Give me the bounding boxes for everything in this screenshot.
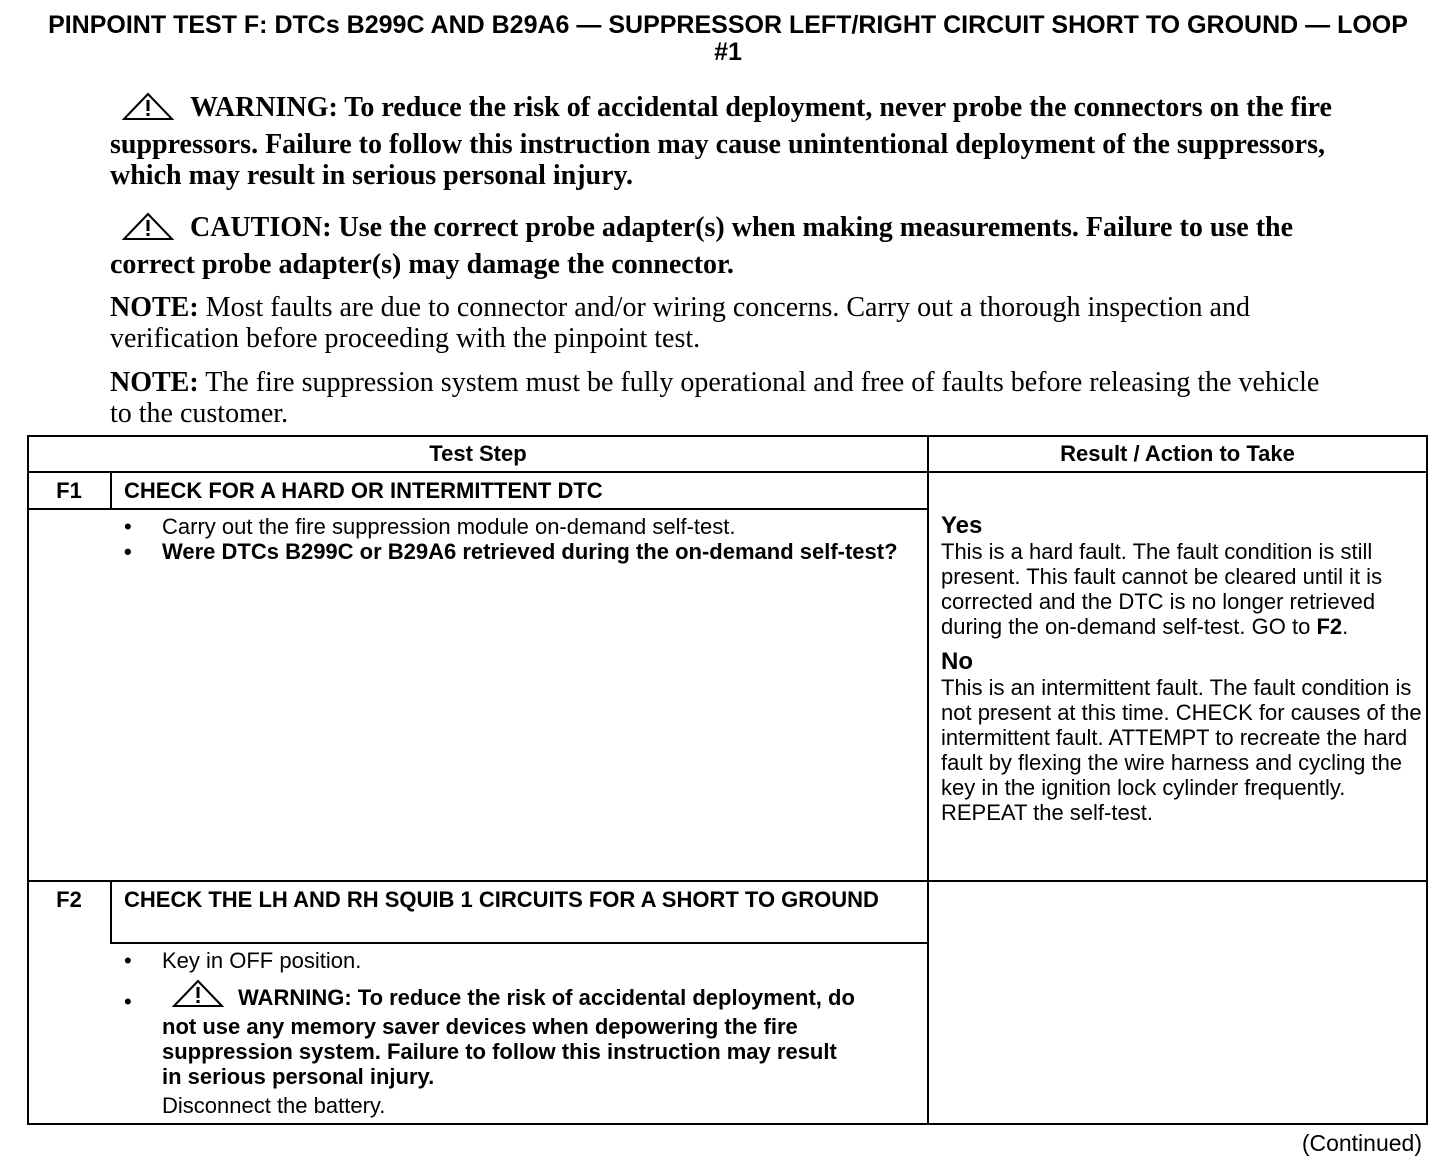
note-label: NOTE: <box>110 292 199 323</box>
step-question: Were DTCs B299C or B29A6 retrieved during the on-demand self-test? <box>162 539 898 564</box>
step-body-f2 <box>124 948 924 1118</box>
result-yes-text: This is a hard fault. The fault condition is still present. This fault cannot be cleared until it is corrected and the DTC is no longer retrieved during the on-demand self-test. GO to F2. <box>941 539 1383 639</box>
goto-step-link: F2 <box>1316 614 1343 639</box>
warning-paragraph <box>110 92 1340 191</box>
step-body-f1 <box>124 514 924 564</box>
result-no-text: This is an intermittent fault. The fault condition is not present at this time. CHECK for causes of the intermittent fault. ATTEMPT to recreate the hard fault by flexing the wire harness and cycling the key in the ignition lock cylinder frequently. REPEAT the self-test. <box>941 675 1422 825</box>
bullet-icon: • <box>124 948 132 973</box>
page-title: PINPOINT TEST F: DTCs B299C AND B29A6 — SUPPRESSOR LEFT/RIGHT CIRCUIT SHORT TO GROUND — LOOP #1 <box>48 11 1408 66</box>
list-item <box>124 948 924 973</box>
step-id-f1: F1 <box>56 478 82 503</box>
step-warning: WARNING: To reduce the risk of accidental deployment, do not use any memory saver devices when depowering the fire suppression system. Failure to follow this instruction may result in serious personal injury. <box>162 985 855 1089</box>
note-label: NOTE: <box>110 367 199 398</box>
pinpoint-test-table <box>27 435 1428 1125</box>
list-item <box>124 539 919 564</box>
warning-triangle-icon <box>172 979 224 1014</box>
step-instruction: Key in OFF position. <box>162 948 362 973</box>
caution-triangle-icon <box>122 212 174 249</box>
step-title-f2: CHECK THE LH AND RH SQUIB 1 CIRCUITS FOR A SHORT TO GROUND <box>124 887 879 912</box>
note-text: The fire suppression system must be fully operational and free of faults before releasing the vehicle to the customer. <box>110 367 1320 429</box>
continued-label: (Continued) <box>1301 1130 1422 1156</box>
result-yes-label: Yes <box>941 512 983 539</box>
step-title-f1: CHECK FOR A HARD OR INTERMITTENT DTC <box>124 478 603 503</box>
warning-triangle-icon <box>122 92 174 129</box>
caution-text: CAUTION: Use the correct probe adapter(s) when making measurements. Failure to use the correct probe adapter(s) may damage the connector. <box>110 212 1294 280</box>
result-no-label: No <box>941 648 973 675</box>
note-paragraph <box>110 367 1340 429</box>
bullet-icon: • <box>124 539 132 564</box>
result-f1 <box>941 513 1426 825</box>
bullet-icon: • <box>124 514 132 539</box>
step-instruction: Carry out the fire suppression module on-demand self-test. <box>162 514 736 539</box>
list-item <box>124 985 862 1118</box>
caution-paragraph <box>110 212 1340 280</box>
column-header-test-step: Test Step <box>429 441 527 466</box>
step-instruction: Disconnect the battery. <box>162 1093 386 1118</box>
note-paragraph <box>110 292 1340 354</box>
list-item <box>124 514 924 539</box>
column-header-result: Result / Action to Take <box>1060 441 1295 466</box>
note-text: Most faults are due to connector and/or wiring concerns. Carry out a thorough inspection and verification before proceeding with the pinpoint test. <box>110 292 1250 354</box>
step-id-f2: F2 <box>56 887 82 912</box>
bullet-icon: • <box>124 989 132 1014</box>
warning-text: WARNING: To reduce the risk of accidental deployment, never probe the connectors on the fire suppressors. Failure to follow this instruction may cause unintentional deployment of the suppressors, which may result in serious personal injury. <box>110 92 1332 191</box>
